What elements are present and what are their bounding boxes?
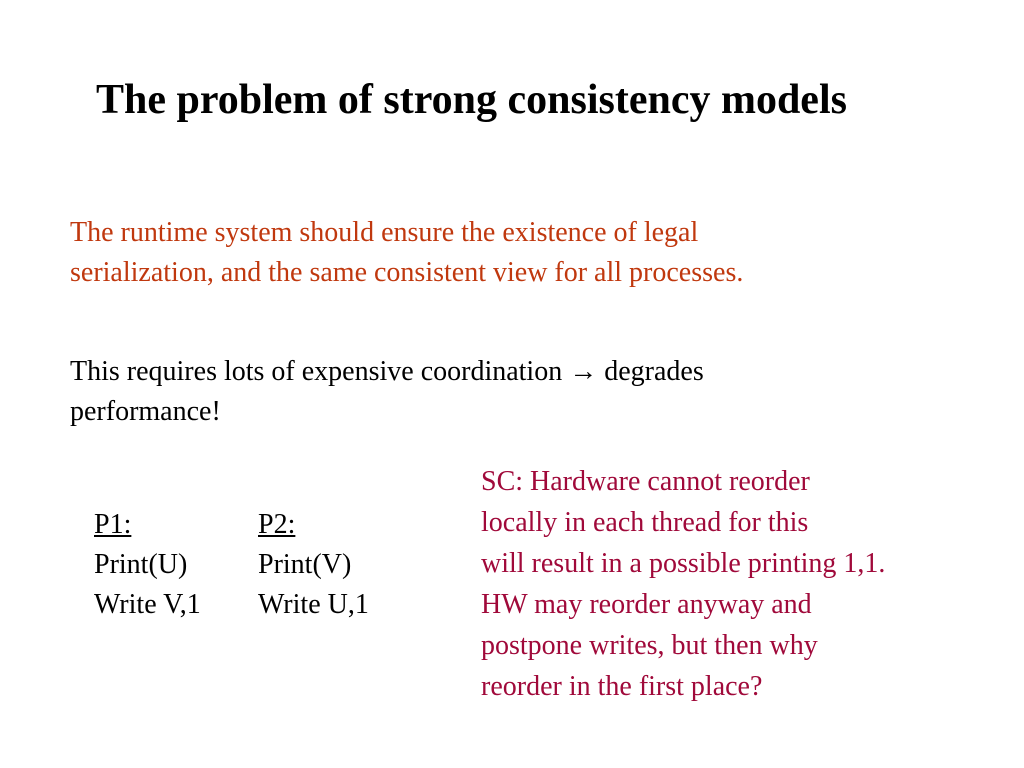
coordination-paragraph-line-2: performance! — [70, 396, 221, 427]
process-p1-op-1: Print(U) — [94, 549, 188, 580]
sc-note-line-5: postpone writes, but then why — [481, 630, 818, 661]
sc-note-line-1: SC: Hardware cannot reorder — [481, 466, 810, 497]
right-arrow-icon: → — [569, 356, 598, 387]
process-p1-header: P1: — [94, 509, 132, 540]
runtime-paragraph-line-2: serialization, and the same consistent view for all processes. — [70, 257, 744, 288]
coordination-text: This requires lots of expensive coordination — [70, 356, 570, 387]
process-p2-op-1: Print(V) — [258, 549, 352, 580]
process-p1 — [94, 505, 201, 625]
process-p2-header: P2: — [258, 509, 296, 540]
runtime-paragraph-line-1: The runtime system should ensure the existence of legal — [70, 217, 699, 248]
coordination-paragraph — [70, 352, 704, 432]
process-p2-op-2: Write U,1 — [258, 589, 369, 620]
degrades-text: degrades — [597, 356, 704, 387]
sc-note-line-6: reorder in the first place? — [481, 671, 763, 702]
process-p1-op-2: Write V,1 — [94, 589, 201, 620]
slide-title: The problem of strong consistency models — [96, 77, 847, 123]
coordination-paragraph-line-1 — [70, 352, 704, 392]
sc-note-line-4: HW may reorder anyway and — [481, 589, 812, 620]
process-p2 — [258, 505, 369, 625]
sc-note-line-3: will result in a possible printing 1,1. — [481, 548, 886, 579]
sc-note — [481, 461, 885, 707]
sc-note-line-2: locally in each thread for this — [481, 507, 809, 538]
runtime-paragraph — [70, 213, 743, 293]
